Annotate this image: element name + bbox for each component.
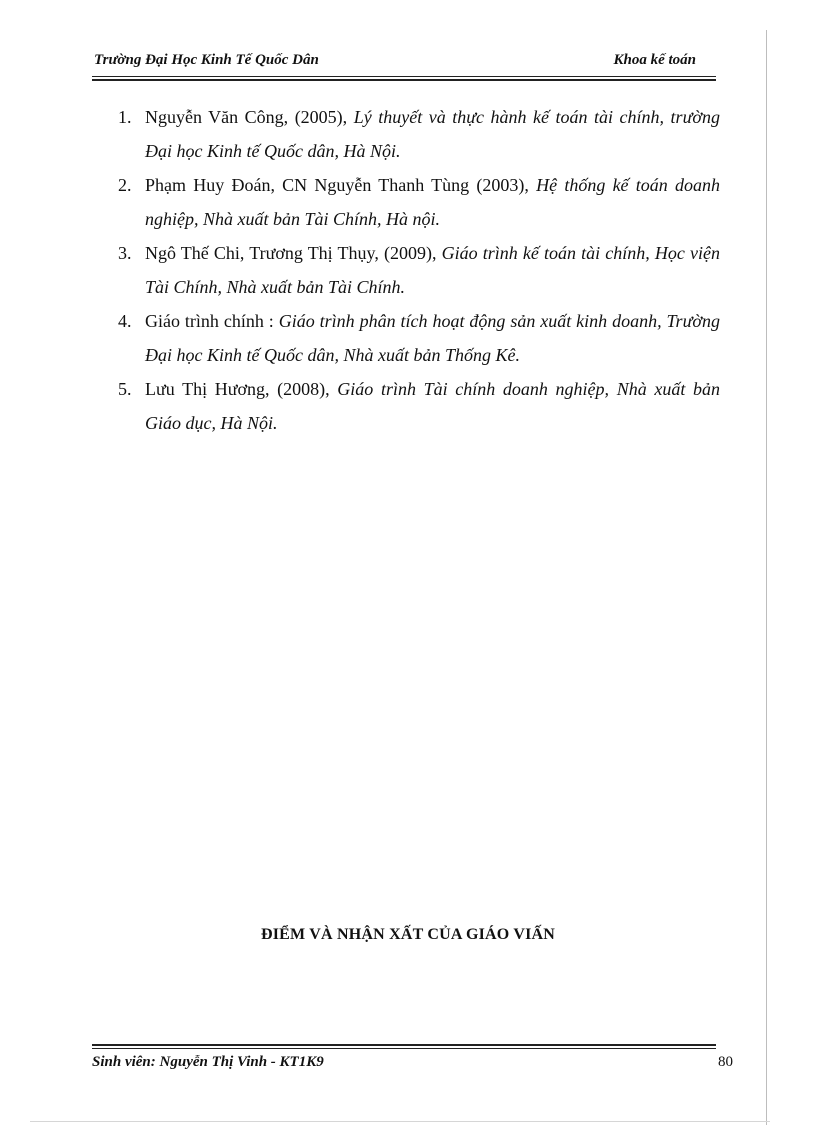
reference-end: .: [435, 209, 441, 229]
reference-number: 2.: [118, 175, 132, 195]
reference-end: .: [395, 141, 401, 161]
section-heading: ĐIỂM VÀ NHẬN XẤT CỦA GIÁO VIẤN: [260, 926, 556, 943]
header-rule-thick: [92, 79, 716, 81]
header-department: Khoa kế toán: [613, 52, 696, 68]
footer-student: Sinh viên: Nguyễn Thị Vinh - KT1K9: [92, 1054, 324, 1070]
reference-item: [118, 304, 720, 372]
footer-rule-thick: [92, 1044, 716, 1046]
reference-list: [118, 100, 720, 440]
footer-rule: [92, 1048, 716, 1049]
reference-author: Nguyễn Văn Công, (2005),: [145, 107, 348, 127]
reference-item: [118, 168, 720, 236]
reference-item: [118, 372, 720, 440]
reference-title: Giáo trình kế toán tài chính, Học viện Tài Chính, Nhà xuất bản Tài Chính: [145, 243, 720, 297]
page-edge-shadow: [766, 30, 767, 1125]
reference-number: 1.: [118, 107, 132, 127]
reference-title: Hệ thống kế toán doanh nghiệp, Nhà xuất bản Tài Chính, Hà nội: [145, 175, 720, 229]
reference-number: 4.: [118, 311, 132, 331]
reference-author: Ngô Thế Chi, Trương Thị Thụy, (2009),: [145, 243, 437, 263]
reference-item: [118, 100, 720, 168]
page-header: [92, 52, 716, 74]
reference-number: 5.: [118, 379, 132, 399]
page-number: 80: [718, 1054, 733, 1070]
page-edge-shadow-bottom: [30, 1121, 770, 1122]
reference-number: 3.: [118, 243, 132, 263]
reference-end: .: [273, 413, 278, 433]
reference-title: Giáo trình phân tích hoạt động sản xuất kinh doanh, Trường Đại học Kinh tế Quốc dân, Nhà xuất bản Thống Kê: [145, 311, 720, 365]
header-university: Trường Đại Học Kinh Tế Quốc Dân: [94, 52, 319, 68]
reference-author: Phạm Huy Đoán, CN Nguyễn Thanh Tùng (2003),: [145, 175, 529, 195]
header-rule: [92, 76, 716, 77]
reference-title: Giáo trình Tài chính doanh nghiệp, Nhà xuất bản Giáo dục, Hà Nội: [145, 379, 721, 433]
reference-author: Giáo trình chính :: [145, 311, 274, 331]
reference-end: .: [400, 277, 406, 297]
reference-title: Lý thuyết và thực hành kế toán tài chính, trường Đại học Kinh tế Quốc dân, Hà Nội: [145, 107, 720, 161]
reference-end: .: [515, 345, 520, 365]
reference-author: Lưu Thị Hương, (2008),: [145, 379, 330, 399]
reference-item: [118, 236, 720, 304]
